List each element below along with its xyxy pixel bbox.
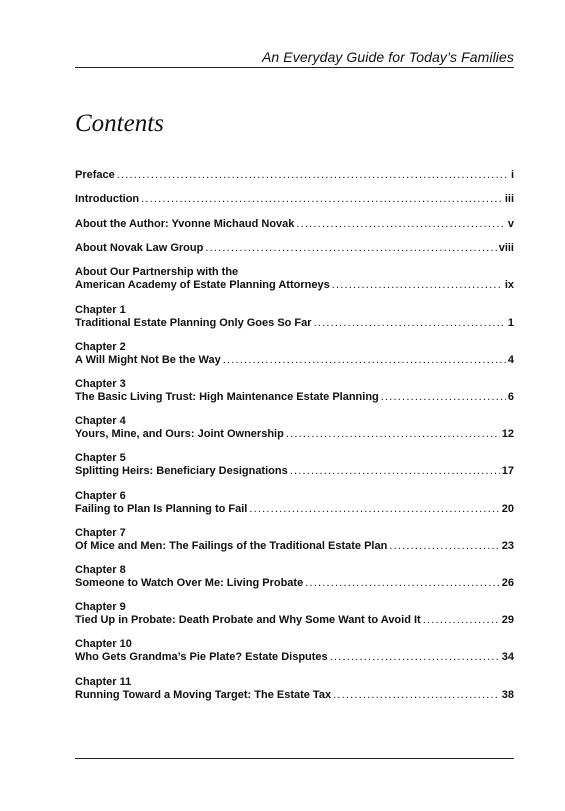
toc-page-number: iii [504, 193, 514, 205]
dot-leader [314, 317, 506, 330]
toc-entry-title: Splitting Heirs: Beneficiary Designations [75, 465, 288, 477]
toc-entry-chapter-10[interactable] [75, 638, 514, 664]
toc-entry-title: Someone to Watch Over Me: Living Probate [75, 577, 304, 589]
dot-leader [305, 577, 500, 590]
dot-leader [286, 428, 500, 441]
toc-entry-title: American Academy of Estate Planning Attorneys [75, 279, 330, 291]
toc-chapter-label: Chapter 4 [75, 415, 126, 427]
toc-entry-preface[interactable] [75, 169, 514, 182]
toc-entry-title: Introduction [75, 193, 140, 205]
toc-entry-chapter-4[interactable] [75, 415, 514, 441]
toc-page-number: 12 [501, 428, 514, 440]
toc-page-number: 38 [501, 689, 514, 701]
toc-chapter-label: Chapter 6 [75, 490, 126, 502]
toc-entry-chapter-3[interactable] [75, 378, 514, 404]
header-rule [75, 67, 514, 68]
toc-entry-title: Tied Up in Probate: Death Probate and Why Some Want to Avoid It [75, 614, 421, 626]
running-header-title: An Everyday Guide for Today’s Families [261, 49, 514, 65]
toc-page-number: 29 [501, 614, 514, 626]
toc-entry-title: Who Gets Grandma’s Pie Plate? Estate Disputes [75, 651, 328, 663]
toc-entry-title: The Basic Living Trust: High Maintenance Estate Planning [75, 391, 379, 403]
toc-chapter-label: Chapter 10 [75, 638, 132, 650]
page-title: Contents [75, 110, 164, 137]
toc-page-number: 34 [501, 651, 514, 663]
toc-page-number: 6 [507, 391, 514, 403]
toc-chapter-label: Chapter 1 [75, 304, 126, 316]
dot-leader [249, 503, 499, 516]
toc-entry-heading: About Our Partnership with the [75, 266, 239, 278]
dot-leader [141, 193, 503, 206]
toc-entry-chapter-6[interactable] [75, 490, 514, 516]
dot-leader [117, 169, 509, 182]
toc-entry-chapter-7[interactable] [75, 527, 514, 553]
toc-entry-introduction[interactable] [75, 193, 514, 206]
toc-page-number: 4 [507, 354, 514, 366]
dot-leader [223, 354, 506, 367]
dot-leader [205, 242, 496, 255]
toc-page-number: ix [504, 279, 514, 291]
toc-entry-title: A Will Might Not Be the Way [75, 354, 221, 366]
toc-page-number: 17 [501, 465, 514, 477]
toc-entry-about-author[interactable] [75, 218, 514, 231]
dot-leader [333, 689, 500, 702]
toc-page-number: v [507, 218, 514, 230]
dot-leader [389, 540, 499, 553]
toc-entry-partnership[interactable] [75, 266, 514, 292]
toc-chapter-label: Chapter 8 [75, 564, 126, 576]
toc-chapter-label: Chapter 11 [75, 676, 132, 688]
toc-page-number: 20 [501, 503, 514, 515]
toc-entry-chapter-2[interactable] [75, 341, 514, 367]
toc-entry-title: About the Author: Yvonne Michaud Novak [75, 218, 295, 230]
toc-entry-title: Preface [75, 169, 115, 181]
toc-entry-chapter-11[interactable] [75, 676, 514, 702]
toc-entry-title: Traditional Estate Planning Only Goes So Far [75, 317, 312, 329]
toc-entry-title: About Novak Law Group [75, 242, 204, 254]
toc-chapter-label: Chapter 7 [75, 527, 126, 539]
toc-entry-chapter-9[interactable] [75, 601, 514, 627]
dot-leader [290, 465, 500, 478]
dot-leader [296, 218, 505, 231]
toc-page-number: i [510, 169, 514, 181]
dot-leader [332, 279, 503, 292]
toc-chapter-label: Chapter 9 [75, 601, 126, 613]
toc-page-number: 26 [501, 577, 514, 589]
toc-entry-about-firm[interactable] [75, 242, 514, 255]
dot-leader [330, 651, 500, 664]
toc-chapter-label: Chapter 3 [75, 378, 126, 390]
toc-page-number: viii [498, 242, 514, 254]
toc-page-number: 23 [501, 540, 514, 552]
toc-entry-chapter-5[interactable] [75, 452, 514, 478]
toc-entry-title: Of Mice and Men: The Failings of the Traditional Estate Plan [75, 540, 388, 552]
dot-leader [381, 391, 506, 404]
toc-page-number: 1 [507, 317, 514, 329]
toc-entry-title: Failing to Plan Is Planning to Fail [75, 503, 248, 515]
dot-leader [423, 614, 500, 627]
toc-entry-chapter-1[interactable] [75, 304, 514, 330]
toc-chapter-label: Chapter 2 [75, 341, 126, 353]
toc-chapter-label: Chapter 5 [75, 452, 126, 464]
footer-rule [75, 758, 514, 759]
toc-entry-title: Running Toward a Moving Target: The Estate Tax [75, 689, 332, 701]
toc-entry-chapter-8[interactable] [75, 564, 514, 590]
toc-entry-title: Yours, Mine, and Ours: Joint Ownership [75, 428, 284, 440]
